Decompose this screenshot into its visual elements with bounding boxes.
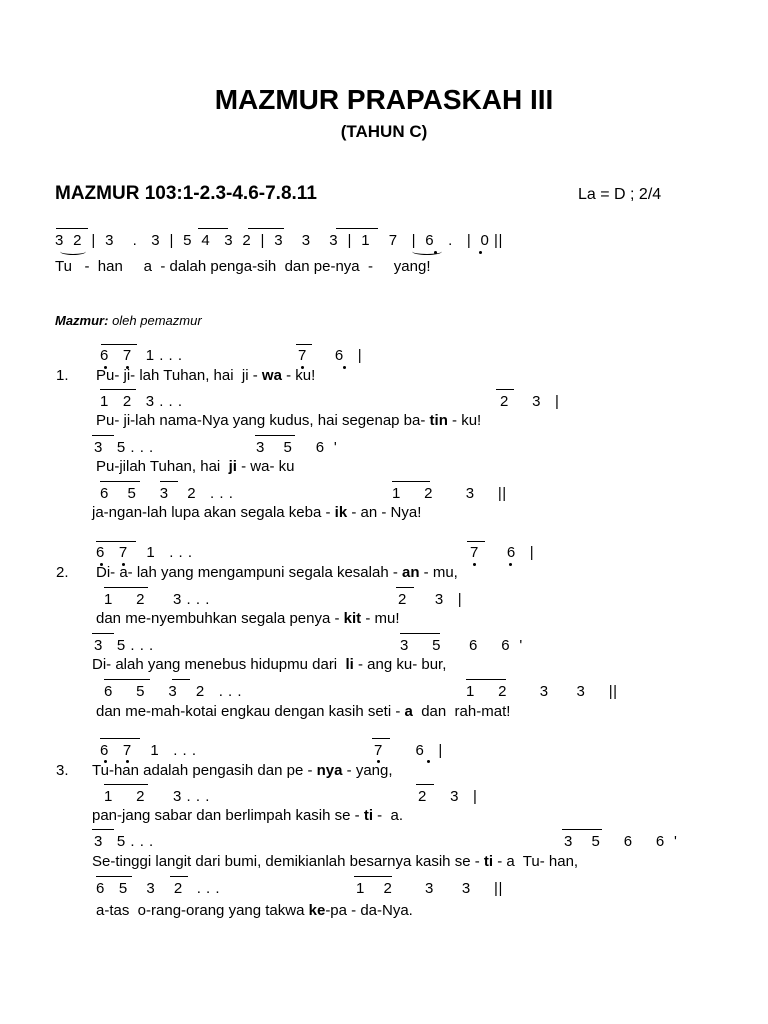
octave-dot [427, 760, 430, 763]
verse-2-notes-a: 3 5 . . . [94, 637, 154, 654]
beam-line [416, 784, 434, 785]
verse-number: 1. [56, 367, 69, 384]
lyric-stress: li [345, 656, 354, 673]
slur-mark [60, 248, 86, 255]
lyric-text: -pa - da-Nya. [325, 902, 413, 919]
lyric-stress: ik [334, 504, 348, 521]
verse-3-notes-a: 6 5 3 2 . . . [96, 880, 221, 897]
psalmist-label [55, 313, 202, 328]
lyric-text: - ku! [281, 367, 316, 384]
lyric-stress: nya [316, 762, 343, 779]
lyric-text: - ku! [447, 412, 482, 429]
verse-3-notes-b: 7 6 | [374, 742, 443, 759]
beam-line [104, 587, 148, 588]
beam-line [467, 541, 485, 542]
beam-line [400, 633, 440, 634]
verse-2-notes-b: 3 5 6 6 ' [400, 637, 523, 654]
beam-line [104, 679, 150, 680]
slur-mark [412, 248, 442, 255]
verse-3-lyric-4 [96, 902, 413, 919]
verse-3-lyric-1 [92, 762, 393, 779]
verse-2-notes-a: 6 7 1 . . . [96, 544, 193, 561]
verse-1-notes-b: 3 5 6 ' [256, 439, 338, 456]
lyric-stress: an [402, 564, 420, 581]
verse-number: 3. [56, 762, 69, 779]
refrain-notes: 3 2 | 3 . 3 | 5 4 3 2 | 3 3 3 | 1 7 | 6 . | 0 || [55, 232, 503, 249]
beam-line [396, 587, 414, 588]
beam-line [92, 435, 114, 436]
beam-line [100, 389, 136, 390]
lyric-text: - mu! [361, 610, 400, 627]
lyric-text: Di- a- lah yang mengampuni segala kesalah - [96, 564, 402, 581]
lyric-text: - a Tu- han, [493, 853, 579, 870]
beam-line [354, 876, 392, 877]
psalm-reference: MAZMUR 103:1-2.3-4.6-7.8.11 [55, 183, 317, 204]
verse-2-notes-b: 7 6 | [470, 544, 535, 561]
verse-2-lyric-3 [92, 656, 446, 673]
beam-line [96, 541, 136, 542]
verse-1-notes-b: 1 2 3 || [392, 485, 507, 502]
lyric-text: Se-tinggi langit dari bumi, demikianlah besarnya kasih se - [92, 853, 484, 870]
lyric-text: - ang ku- bur, [353, 656, 447, 673]
octave-dot [479, 251, 482, 254]
verse-3-notes-b: 3 5 6 6 ' [564, 833, 678, 850]
verse-3-notes-b: 2 3 | [418, 788, 478, 805]
verse-2-notes-b: 1 2 3 3 || [466, 683, 618, 700]
lyric-text: dan me-mah-kotai engkau dengan kasih seti - [96, 703, 405, 720]
beam-line [392, 481, 430, 482]
verse-1-lyric-2 [96, 412, 481, 429]
octave-dot [509, 563, 512, 566]
beam-line [466, 679, 506, 680]
lyric-text: - wa- ku [236, 458, 295, 475]
page-subtitle: (TAHUN C) [340, 122, 428, 141]
beam-line [100, 738, 140, 739]
lyric-stress: ke [308, 902, 326, 919]
beam-line [336, 228, 378, 229]
octave-dot [343, 366, 346, 369]
verse-3-lyric-3 [92, 853, 578, 870]
verse-1-lyric-3 [96, 458, 294, 475]
lyric-text: - a. [373, 807, 404, 824]
beam-line [96, 876, 132, 877]
lyric-stress: ji [228, 458, 237, 475]
page-title: MAZMUR PRAPASKAH III [214, 84, 554, 115]
verse-2-notes-b: 2 3 | [398, 591, 463, 608]
beam-line [562, 829, 602, 830]
verse-1-notes-a: 3 5 . . . [94, 439, 154, 456]
verse-2-lyric-1 [96, 564, 458, 581]
verse-3-notes-b: 1 2 3 3 || [356, 880, 503, 897]
verse-2-notes-a: 6 5 3 2 . . . [104, 683, 243, 700]
lyric-text: a-tas o-rang-orang yang takwa [96, 902, 309, 919]
verse-2-lyric-2 [96, 610, 400, 627]
lyric-text: Pu-jilah Tuhan, hai [96, 458, 229, 475]
verse-1-notes-a: 6 5 3 2 . . . [100, 485, 234, 502]
beam-line [101, 344, 137, 345]
beam-line [198, 228, 228, 229]
verse-3-notes-a: 1 2 3 . . . [104, 788, 210, 805]
lyric-text: - an - Nya! [347, 504, 422, 521]
verse-3-notes-a: 3 5 . . . [94, 833, 154, 850]
lyric-text: - yang, [342, 762, 393, 779]
lyric-stress: a [404, 703, 413, 720]
lyric-text: Pu- ji-lah nama-Nya yang kudus, hai segenap ba- [96, 412, 430, 429]
lyric-text: Tu-han adalah pengasih dan pe - [92, 762, 317, 779]
beam-line [248, 228, 284, 229]
lyric-stress: kit [343, 610, 362, 627]
lyric-text: dan rah-mat! [412, 703, 511, 720]
refrain-lyrics: Tu - han a - dalah penga-sih dan pe-nya - yang! [55, 258, 431, 275]
lyric-text: dan me-nyembuhkan segala penya - [96, 610, 344, 627]
beam-line [160, 481, 178, 482]
verse-2-lyric-4 [96, 703, 510, 720]
lyric-text: pan-jang sabar dan berlimpah kasih se - [92, 807, 364, 824]
verse-number: 2. [56, 564, 69, 581]
beam-line [92, 829, 114, 830]
octave-dot [473, 563, 476, 566]
verse-1-lyric-1 [96, 367, 315, 384]
verse-1-lyric-4 [92, 504, 421, 521]
verse-1-notes-b: 2 3 | [500, 393, 560, 410]
beam-line [92, 633, 114, 634]
octave-dot [434, 251, 437, 254]
verse-2-notes-a: 1 2 3 . . . [104, 591, 210, 608]
beam-line [496, 389, 514, 390]
verse-3-notes-a: 6 7 1 . . . [100, 742, 197, 759]
lyric-text: ja-ngan-lah lupa akan segala keba - [92, 504, 335, 521]
beam-line [56, 228, 88, 229]
psalmist-label-title: Mazmur: [55, 313, 109, 328]
verse-1-notes-a: 1 2 3 . . . [100, 393, 183, 410]
lyric-stress: ti [363, 807, 373, 824]
beam-line [100, 481, 140, 482]
beam-line [172, 679, 190, 680]
lyric-stress: wa [261, 367, 282, 384]
psalmist-label-text: oleh pemazmur [108, 313, 202, 328]
beam-line [255, 435, 295, 436]
beam-line [104, 784, 148, 785]
verse-1-notes-b: 7 6 | [298, 347, 363, 364]
lyric-text: Di- alah yang menebus hidupmu dari [92, 656, 346, 673]
beam-line [296, 344, 312, 345]
verse-3-lyric-2 [92, 807, 403, 824]
beam-line [372, 738, 390, 739]
lyric-stress: tin [429, 412, 448, 429]
lyric-text: Pu- ji- lah Tuhan, hai ji - [96, 367, 262, 384]
lyric-stress: ti [483, 853, 494, 870]
beam-line [170, 876, 188, 877]
verse-1-notes-a: 6 7 1 . . . [100, 347, 183, 364]
key-signature: La = D ; 2/4 [578, 186, 662, 203]
lyric-text: - mu, [419, 564, 458, 581]
